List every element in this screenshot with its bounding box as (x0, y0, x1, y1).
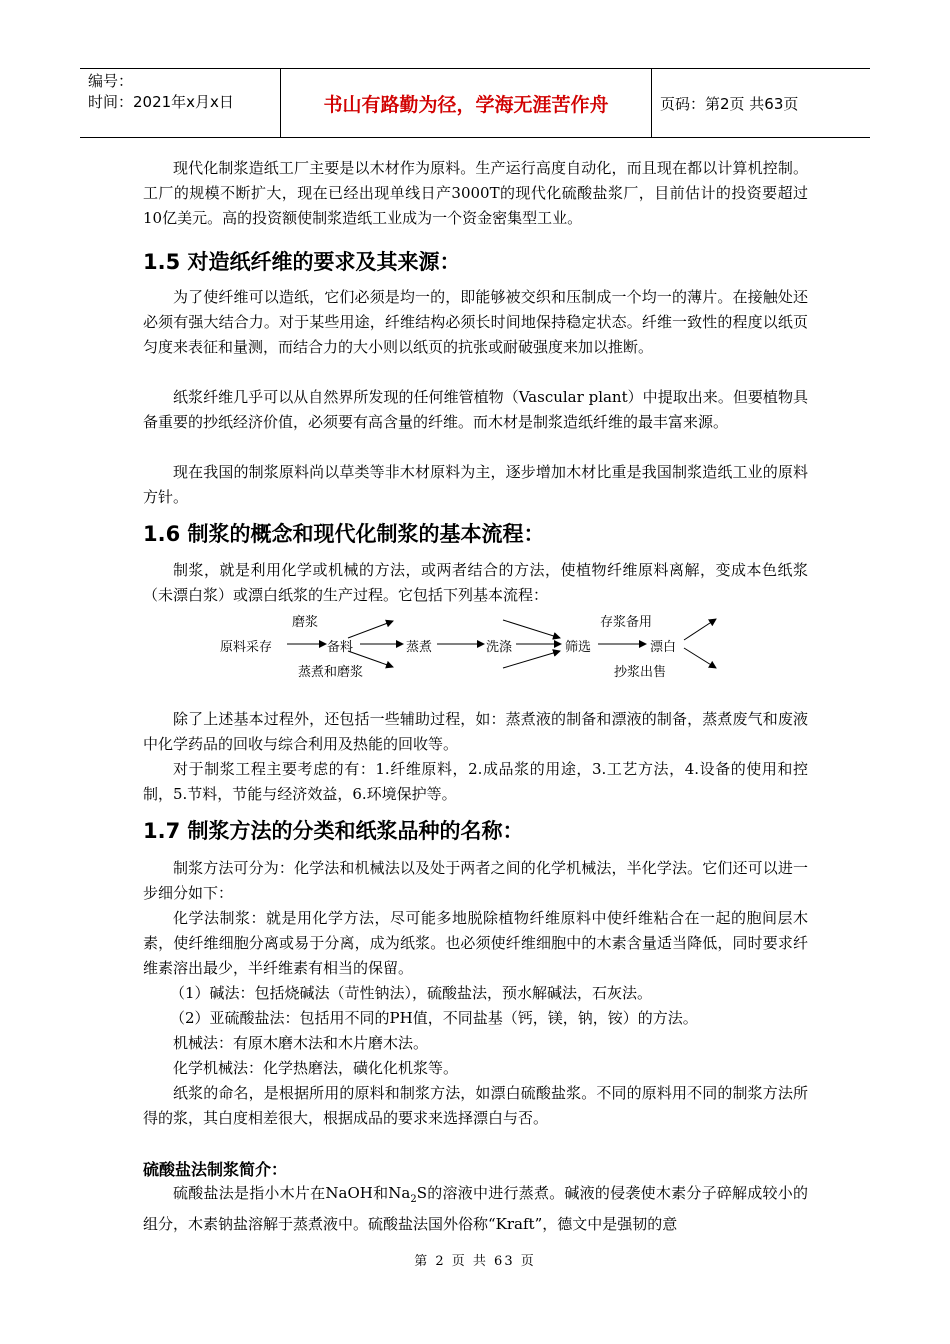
section-1-6-para-2: 除了上述基本过程外，还包括一些辅助过程，如：蒸煮液的制备和漂液的制备，蒸煮废气和废液中化学药品的回收与综合利用及热能的回收等。 (143, 710, 808, 753)
section-1-7-chemimech: 化学机械法：化学热磨法，磺化化机浆等。 (173, 1059, 459, 1077)
kraft-subscript: 2 (410, 1194, 417, 1205)
section-1-7-sulfite: （2）亚硫酸盐法：包括用不同的PH值，不同盐基（钙，镁，钠，铵）的方法。 (170, 1009, 698, 1027)
flow-bleach: 漂白 (650, 640, 677, 655)
code-label: 编号： (88, 72, 134, 90)
page-footer: 第 2 页 共 63 页 (414, 1254, 536, 1269)
section-1-6-title: 1.6 制浆的概念和现代化制浆的基本流程： (143, 522, 545, 546)
section-1-7-naming: 纸浆的命名，是根据所用的原料和制浆方法，如漂白硫酸盐浆。不同的原料用不同的制浆方法所得的浆，其白度相差很大，根据成品的要求来选择漂白与否。 (143, 1084, 808, 1127)
section-1-7-para-1: 制浆方法可分为：化学法和机械法以及处于两者之间的化学机械法，半化学法。它们还可以进一步细分如下： (143, 859, 808, 902)
flow-screen: 筛选 (565, 640, 592, 655)
section-1-6-para-3: 对于制浆工程主要考虑的有：1.纤维原料，2.成品浆的用途，3.工艺方法，4.设备的使用和控制，5.节料，节能与经济效益，6.环境保护等。 (143, 760, 808, 803)
arrow-bleach-down (684, 648, 716, 668)
section-1-7-title: 1.7 制浆方法的分类和纸浆品种的名称： (143, 819, 524, 843)
kraft-text-b: S的溶液中进行蒸煮。碱液的侵袭使木素分子碎解成较小的组分，木素钠盐溶解于蒸煮液中。硫酸盐法国外俗称“Kraft”，德文中是强韧的意 (143, 1184, 809, 1233)
section-1-7-para-2: 化学法制浆：就是用化学方法，尽可能多地脱除植物纤维原料中使纤维粘合在一起的胞间层木素，使纤维细胞分离或易于分离，成为纸浆。也必须使纤维细胞中的木素含量适当降低，同时要求纤维素溶出最少，半纤维素有相当的保留。 (143, 909, 808, 977)
flow-raw: 原料采存 (220, 640, 273, 655)
section-1-7-alkali: （1）碱法：包括烧碱法（苛性钠法），硫酸盐法，预水解碱法，石灰法。 (170, 984, 653, 1002)
flow-cook-grind: 蒸煮和磨浆 (298, 665, 364, 680)
arrow-bleach-up (684, 619, 716, 640)
section-1-5-para-3: 现在我国的制浆原料尚以草类等非木材原料为主，逐步增加木材比重是我国制浆造纸工业的原料方针。 (143, 463, 808, 506)
page-header (80, 68, 870, 138)
intro-paragraph: 现代化制浆造纸工厂主要是以木材作为原料。生产运行高度自动化，而且现在都以计算机控制。工厂的规模不断扩大，现在已经出现单线日产3000T的现代化硫酸盐浆厂，目前估计的投资要超过10亿美元。高的投资额使制浆造纸工业成为一个资金密集型工业。 (143, 159, 808, 227)
section-1-6-para-1: 制浆，就是利用化学或机械的方法，或两者结合的方法，使植物纤维原料离解，变成本色纸浆（未漂白浆）或漂白纸浆的生产过程。它包括下列基本流程： (143, 561, 808, 604)
section-1-5-para-2: 纸浆纤维几乎可以从自然界所发现的任何维管植物（Vascular plant）中提取出来。但要植物具备重要的抄纸经济价值，必须要有高含量的纤维。而木材是制浆造纸纤维的最丰富来源。 (143, 388, 808, 431)
header-motto: 书山有路勤为径，学海无涯苦作舟 (280, 69, 652, 137)
flow-cook: 蒸煮 (406, 640, 433, 655)
date-label: 时间：2021年x月x日 (88, 93, 234, 111)
flow-paper: 抄浆出售 (614, 665, 667, 680)
flow-grind: 磨浆 (292, 615, 319, 630)
flow-wash: 洗涤 (486, 640, 513, 655)
header-meta (80, 69, 280, 137)
flow-store: 存浆备用 (600, 615, 653, 630)
arrow-prep-up (348, 621, 393, 638)
section-1-7-mechanical: 机械法：有原木磨木法和木片磨木法。 (173, 1034, 429, 1052)
kraft-title: 硫酸盐法制浆简介： (143, 1160, 288, 1179)
section-1-5-title: 1.5 对造纸纤维的要求及其来源： (143, 250, 461, 274)
header-page-number: 页码：第2页 共63页 (660, 94, 799, 113)
flow-prep: 备料 (327, 640, 354, 655)
section-1-5-para-1: 为了使纤维可以造纸，它们必须是均一的，即能够被交织和压制成一个均一的薄片。在接触处还必须有强大结合力。对于某些用途，纤维结构必须长时间地保持稳定状态。纤维一致性的程度以纸页匀度来表征和量测，而结合力的大小则以纸页的抗张或耐破强度来加以推断。 (143, 288, 808, 356)
kraft-text-a: 硫酸盐法是指小木片在NaOH和Na (173, 1184, 411, 1202)
kraft-paragraph (143, 1181, 808, 1237)
